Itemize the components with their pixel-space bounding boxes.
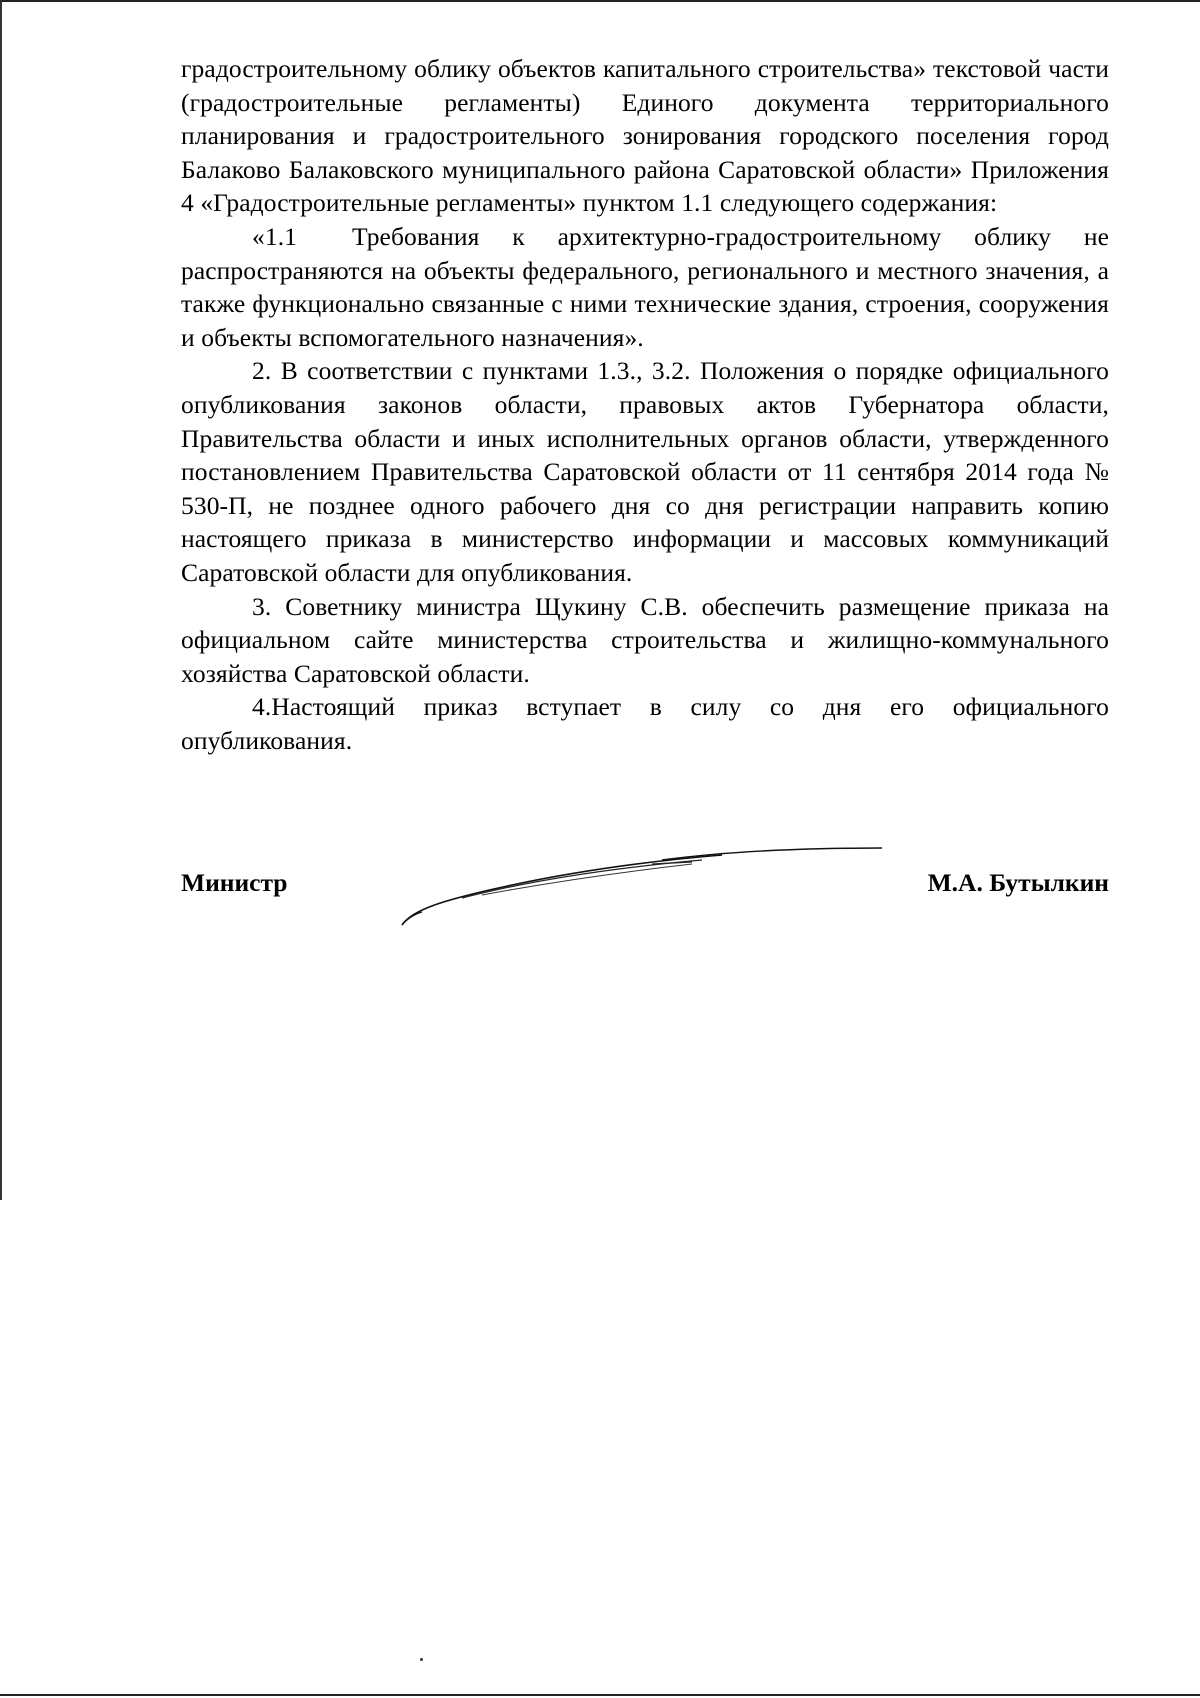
paragraph-item-3: 3. Советнику министра Щукину С.В. обеспечить размещение приказа на официальном сайте министерства строительства и жилищно-коммунального хозяйства Саратовской области. [181,591,1109,688]
paragraph-item-4: 4.Настоящий приказ вступает в силу со дня его официального опубликования. [181,692,1109,755]
paragraph-item-2: 2. В соответствии с пунктами 1.3., 3.2. Положения о порядке официального опубликования законов области, правовых актов Губернатора области, Правительства области и иных исполнительных органов области, утвержденного постановлением Правительства Саратовской области от 11 сентября 2014 года № 530-П, не позднее одного рабочего дня со дня регистрации направить копию настоящего приказа в министерство информации и массовых коммуникаций Саратовской области для опубликования. [181,356,1109,587]
scan-top-edge [0,0,1200,2]
signature-row [181,868,1109,908]
paragraph-point-1-1 [181,220,1109,354]
signer-name: М.А. Бутылкин [927,868,1109,897]
point-text: Требования к архитектурно-градостроительному облику не распространяются на объекты федерального, регионального и местного значения, а также функционально связанные с ними технические здания, строения, сооружения и объекты вспомогательного назначения». [181,221,1109,352]
scan-left-edge [0,0,2,1200]
point-number: «1.1 [252,221,298,251]
scan-bottom-edge [0,1694,1200,1696]
document-body [181,52,1109,757]
signer-title: Министр [181,868,288,897]
paragraph-continuation: градостроительному облику объектов капитального строительства» текстовой части (градостроительные регламенты) Единого документа территориального планирования и градостроительного зонирования городского поселения город Балаково Балаковского муниципального района Саратовской области» Приложения 4 «Градостроительные регламенты» пунктом 1.1 следующего содержания: [181,54,1109,218]
scan-speck [420,1658,423,1661]
